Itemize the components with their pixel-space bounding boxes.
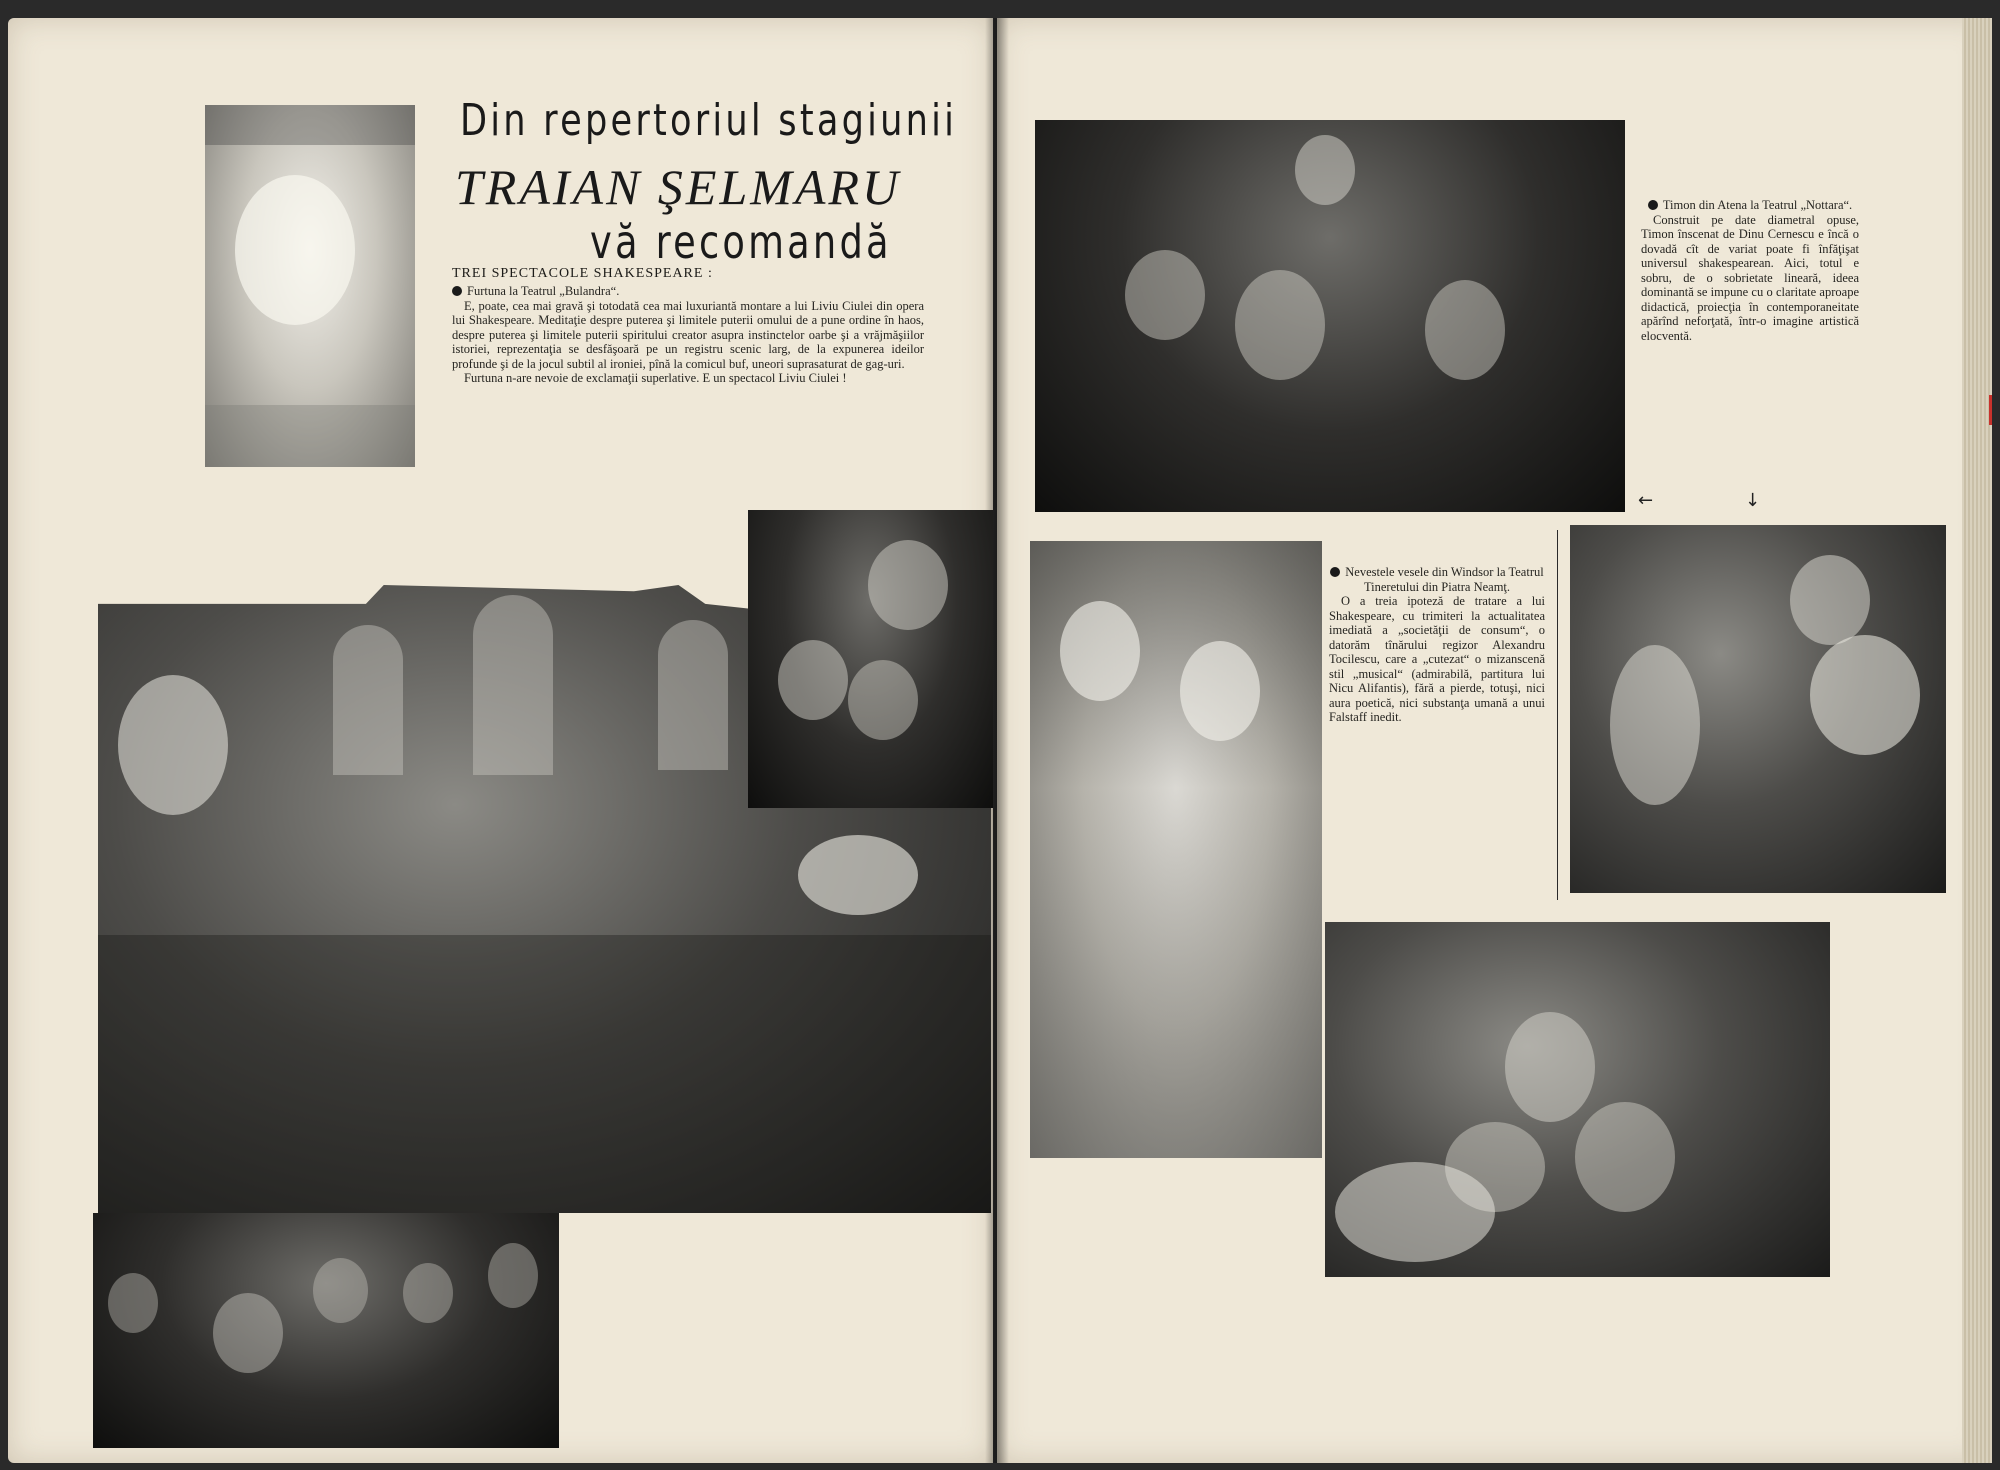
article-nevestele [1329, 565, 1545, 725]
article-nevestele-lead: Nevestele vesele din Windsor la Teatrul Tineretului din Piatra Neamţ. [1329, 565, 1545, 594]
article-furtuna-lead: Furtuna la Teatrul „Bulandra“. [452, 284, 924, 299]
article-timon [1641, 198, 1859, 343]
bookmark-mark [1989, 395, 1992, 425]
article-timon-para1: Construit pe date diametral opuse, Timon înscenat de Dinu Cernescu e încă o dovadă cît de variat poate fi înfăţişat universul shakespearean. Aici, totul e sobru, de o sobrietate lineară, ideea dominantă se impune cu o claritate aproape didactică, proiecţia în contemporaneitate apărînd neforţată, într-o imagine artistică elocventă. [1641, 212, 1859, 343]
photo-furtuna-actors-closeup [748, 510, 993, 808]
portrait-photo [205, 105, 415, 467]
article-furtuna-para1: E, poate, cea mai gravă şi totodată cea mai luxuriantă montare a lui Liviu Ciulei din opera lui Shakespeare. Meditaţie despre puterea şi limitele puterii omului de a pune ordine în haos, despre puterea şi limitele puterii spiritului creator asupra instinctelor oarbe şi a vrăjmăşiilor istoriei, reprezentaţia se desfăşoară pe un registru scenic larg, de la expunerea ideilor profunde şi de la jocul subtil al ironiei, pînă la comicul buf, uneori suprasaturat de gag-uri. [452, 298, 924, 371]
article-nevestele-para1: O a treia ipoteză de tratare a lui Shakespeare, cu trimiteri la actualitatea imediată a „societăţii de consum“, o datorăm tînărului regizor Alexandru Tocilescu, care a „cutezat“ o mizanscenă stil „musical“ (admirabilă, partitura lui Nicu Alifantis), fără a pierde, totuşi, nici aura poetică, nici substanţa umană a unui Falstaff inedit. [1329, 594, 1545, 724]
bullet-icon [1330, 567, 1340, 577]
arrow-down-icon: ↓ [1745, 490, 1761, 511]
article-timon-lead: Timon din Atena la Teatrul „Nottara“. [1641, 198, 1859, 213]
column-divider [1557, 530, 1558, 900]
arrow-left-icon: ← [1638, 490, 1654, 511]
photo-furtuna-group [93, 1213, 559, 1448]
bullet-icon [1648, 200, 1658, 210]
photo-timon-crowd [1035, 120, 1625, 512]
article-furtuna-para2: Furtuna n-are nevoie de exclamaţii superlative. E un spectacol Liviu Ciulei ! [464, 371, 847, 385]
headline-line-1: Din repertoriul stagiunii [460, 95, 958, 146]
page-edges [1962, 18, 1992, 1463]
article-furtuna [452, 284, 924, 386]
photo-nevestele-women [1030, 541, 1322, 1158]
section-subhead: TREI SPECTACOLE SHAKESPEARE : [452, 266, 713, 281]
headline-name: TRAIAN ŞELMARU [455, 159, 902, 215]
headline-line-3: vă recomandă [590, 215, 892, 269]
photo-timon-pointing [1570, 525, 1946, 893]
bullet-icon [452, 286, 462, 296]
photo-nevestele-falstaff [1325, 922, 1830, 1277]
